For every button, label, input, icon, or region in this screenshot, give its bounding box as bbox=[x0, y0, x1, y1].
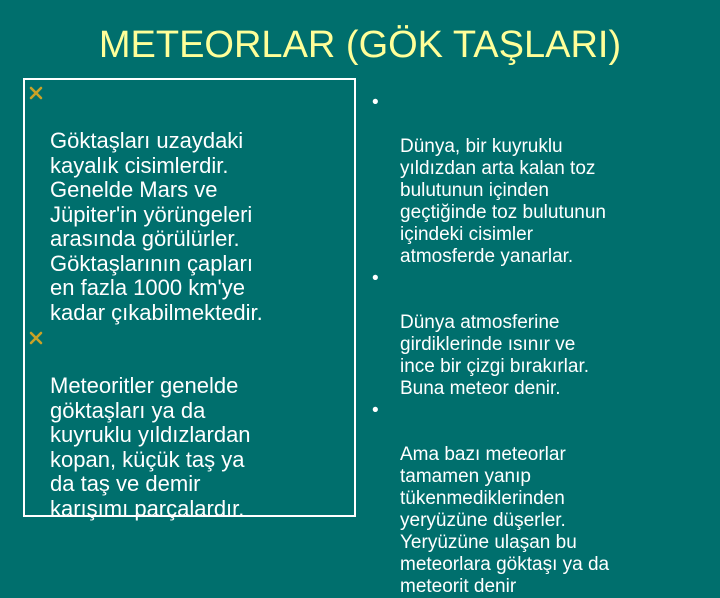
list-item-text: Ama bazı meteorlar tamamen yanıp tükenmediklerinden yeryüzüne düşerler. Yeryüzüne ulaşan bu meteorlara göktaşı ya da meteorit denir bbox=[400, 444, 610, 597]
dot-bullet-icon: • bbox=[372, 268, 379, 289]
list-item bbox=[370, 92, 710, 268]
list-item-text: Dünya atmosferine girdiklerinde ısınır ve ince bir çizgi bırakırlar. Buna meteor denir. bbox=[400, 312, 590, 399]
list-item bbox=[370, 400, 710, 598]
list-item bbox=[370, 268, 710, 400]
list-item-text: Meteoritler genelde göktaşları ya da kuyruklu yıldızlardan kopan, küçük taş ya da taş ve demir karışımı parçalardır. bbox=[50, 373, 251, 521]
dot-bullet-icon: • bbox=[372, 400, 379, 421]
list-item bbox=[32, 325, 362, 521]
left-bullet-list bbox=[32, 80, 362, 521]
slide-title: METEORLAR (GÖK TAŞLARI) bbox=[98, 24, 622, 66]
list-item-text: Göktaşları uzaydaki kayalık cisimlerdir. Genelde Mars ve Jüpiter'in yörüngeleri arasında görülürler. Göktaşlarının çapları en fazla 1000 km'ye kadar çıkabilmektedir. bbox=[50, 128, 263, 325]
list-item bbox=[32, 80, 362, 325]
dot-bullet-icon: • bbox=[372, 92, 379, 113]
x-mark-icon bbox=[29, 86, 43, 100]
right-bullet-list bbox=[370, 92, 710, 598]
list-item-text: Dünya, bir kuyruklu yıldızdan arta kalan toz bulutunun içinden geçtiğinde toz bulutunun içindeki cisimler atmosferde yanarlar. bbox=[400, 136, 606, 267]
x-mark-icon bbox=[29, 331, 43, 345]
